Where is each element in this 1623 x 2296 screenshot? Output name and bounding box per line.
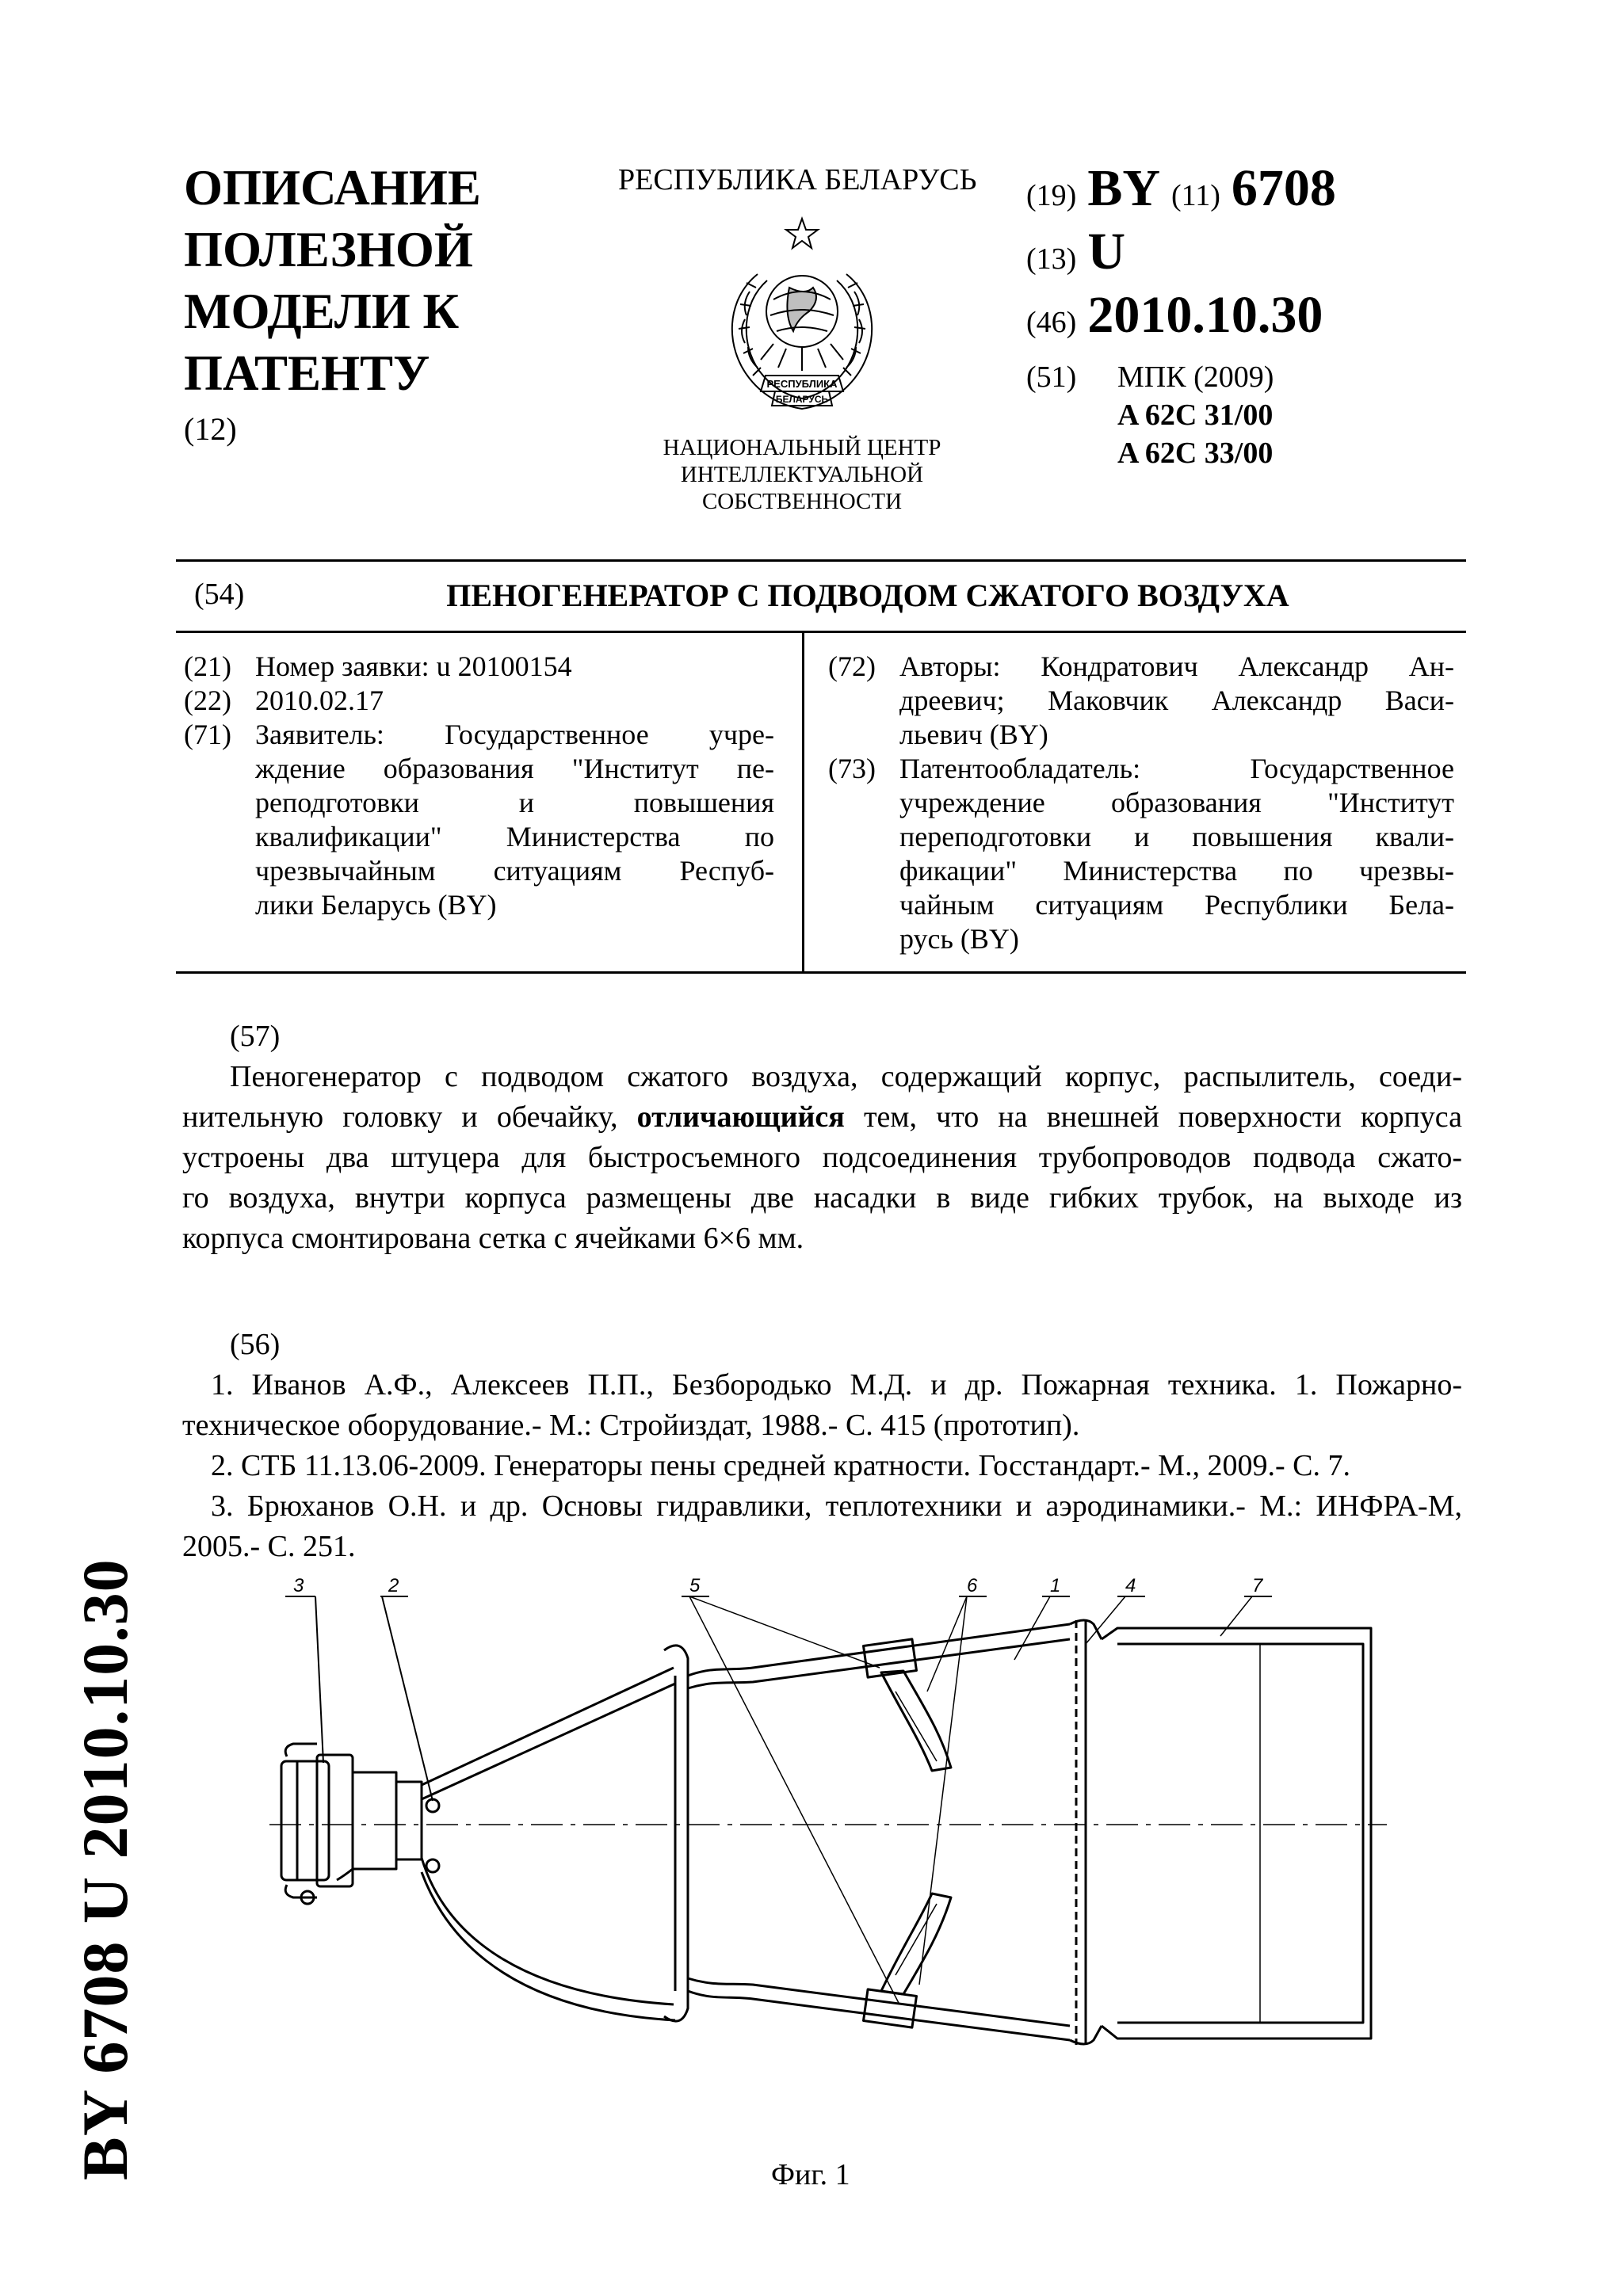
title-line-3: МОДЕЛИ К (184, 284, 460, 339)
code-46: (46) (1026, 306, 1077, 339)
abstract-line-2 (182, 1097, 1462, 1138)
abstract-line-2-start: нительную головку и обечайку, (182, 1100, 637, 1134)
side-document-id: BY 6708 U 2010.10.30 (69, 1558, 141, 2181)
code-13: (13) (1026, 242, 1077, 276)
column-divider (802, 632, 804, 971)
figure-label-3: 3 (293, 1575, 304, 1596)
abstract-line-2-end: тем, что на внешней поверхности корпуса (844, 1100, 1462, 1134)
field-72-code: (72) (828, 650, 876, 682)
right-column (828, 650, 1454, 956)
applicant-line: лики Беларусь (BY) (255, 889, 497, 921)
filing-date: 2010.02.17 (255, 685, 384, 716)
reference-item: 1. Иванов А.Ф., Алексеев П.П., Безбородько М.Д. и др. Пожарная техника. 1. Пожарно- (211, 1368, 1462, 1402)
abstract-line: корпуса смонтирована сетка с ячейками 6×6 мм. (182, 1222, 804, 1255)
reference-item: 2. СТБ 11.13.06-2009. Генераторы пены средней кратности. Госстандарт.- М., 2009.- С. 7. (211, 1449, 1350, 1482)
ipc-label: МПК (2009) (1117, 360, 1274, 394)
authors-line: дреевич; Маковчик Александр Васи- (899, 685, 1454, 716)
code-row-country-number (1026, 158, 1347, 222)
holder-line: переподготовки и повышения квали- (899, 821, 1454, 852)
nc-line-3: СОБСТВЕННОСТИ (701, 489, 903, 514)
authors-line: Авторы: Кондратович Александр Ан- (899, 650, 1454, 682)
field-73-code: (73) (828, 753, 876, 784)
holder-line: русь (BY) (899, 923, 1019, 955)
figure-label-6: 6 (967, 1575, 978, 1596)
emblem-text-2: БЕЛАРУСЬ (775, 394, 829, 405)
abstract-section (182, 1016, 1462, 1259)
field-72 (828, 650, 1454, 752)
applicant (255, 718, 774, 922)
document-type-code: (12) (184, 411, 237, 447)
references-code: (56) (230, 1328, 281, 1361)
section-54-rule (176, 631, 1466, 633)
field-71 (184, 718, 774, 922)
patent-number: 6708 (1231, 159, 1336, 217)
section-54-code: (54) (194, 578, 245, 611)
publication-date: 2010.10.30 (1087, 286, 1323, 344)
applicant-line: квалификации" Министерства по (255, 821, 774, 852)
kind-code: U (1087, 223, 1125, 280)
state-emblem-icon (710, 212, 894, 425)
applicant-line: чрезвычайным ситуациям Респуб- (255, 855, 774, 887)
code-row-kind (1026, 222, 1347, 285)
figure-1-drawing (269, 1573, 1387, 2111)
figure-label-4: 4 (1125, 1575, 1136, 1596)
field-21-code: (21) (184, 650, 231, 682)
republic-label: РЕСПУБЛИКА БЕЛАРУСЬ (618, 163, 977, 196)
document-title (184, 157, 481, 445)
field-22 (184, 684, 774, 718)
applicant-line: ждение образования "Институт пе- (255, 753, 774, 784)
title-line-4: ПАТЕНТУ (184, 345, 430, 401)
figure-label-5: 5 (689, 1575, 701, 1596)
ipc-code: (51) (1026, 360, 1077, 394)
ipc-class-2: A 62C 33/00 (1117, 437, 1274, 470)
field-73 (828, 752, 1454, 956)
nc-line-2: ИНТЕЛЛЕКТУАЛЬНОЙ (680, 462, 924, 487)
bibliographic-codes (1026, 158, 1347, 349)
applicant-line: Заявитель: Государственное учре- (255, 719, 774, 750)
authors (899, 650, 1454, 752)
holder-line: учреждение образования "Институт (899, 787, 1454, 818)
figure-caption: Фиг. 1 (771, 2158, 850, 2191)
holder-line: фикации" Министерства по чрезвы- (899, 855, 1454, 887)
holder-line: Патентообладатель: Государственное (899, 753, 1454, 784)
national-center-label (651, 434, 953, 515)
abstract-code: (57) (230, 1020, 281, 1053)
holder-line: чайным ситуациям Республики Бела- (899, 889, 1454, 921)
code-row-date (1026, 285, 1347, 349)
field-21 (184, 650, 774, 684)
reference-item: 3. Брюханов О.Н. и др. Основы гидравлики, теплотехники и аэродинамики.- М.: ИНФРА-М, (211, 1489, 1462, 1523)
abstract-line: Пеногенератор с подводом сжатого воздуха, содержащий корпус, распылитель, соеди- (230, 1060, 1462, 1093)
references-section (182, 1325, 1462, 1567)
emblem-text-1: РЕСПУБЛИКА (766, 378, 838, 390)
abstract-line: го воздуха, внутри корпуса размещены две насадки в виде гибких трубок, на выходе из (182, 1181, 1462, 1215)
top-rule (176, 559, 1466, 562)
field-22-code: (22) (184, 685, 231, 716)
title-line-1: ОПИСАНИЕ (184, 160, 481, 215)
reference-item: техническое оборудование.- М.: Стройиздат, 1988.- С. 415 (прототип). (182, 1409, 1080, 1442)
abstract-keyword: отличающийся (636, 1100, 845, 1134)
reference-item: 2005.- С. 251. (182, 1530, 356, 1563)
field-71-code: (71) (184, 719, 231, 750)
authors-line: льевич (BY) (899, 719, 1048, 750)
abstract-line: устроены два штуцера для быстросъемного подсоединения трубопроводов подвода сжато- (182, 1141, 1462, 1174)
ipc-class-1: A 62C 31/00 (1117, 399, 1274, 432)
invention-title: ПЕНОГЕНЕРАТОР С ПОДВОДОМ СЖАТОГО ВОЗДУХА (446, 578, 1289, 613)
applicant-line: реподготовки и повышения (255, 787, 774, 818)
ipc-classification (1026, 358, 1274, 472)
patent-holder (899, 752, 1454, 956)
application-number: Номер заявки: u 20100154 (255, 650, 572, 682)
code-11: (11) (1171, 179, 1220, 212)
country-code: BY (1087, 159, 1160, 217)
title-line-2: ПОЛЕЗНОЙ (184, 222, 473, 277)
left-column (184, 650, 774, 922)
figure-label-2: 2 (388, 1575, 399, 1596)
figure-label-7: 7 (1252, 1575, 1263, 1596)
nc-line-1: НАЦИОНАЛЬНЫЙ ЦЕНТР (663, 435, 941, 460)
figure-label-1: 1 (1050, 1575, 1061, 1596)
bibliography-bottom-rule (176, 971, 1466, 974)
code-19: (19) (1026, 179, 1077, 212)
